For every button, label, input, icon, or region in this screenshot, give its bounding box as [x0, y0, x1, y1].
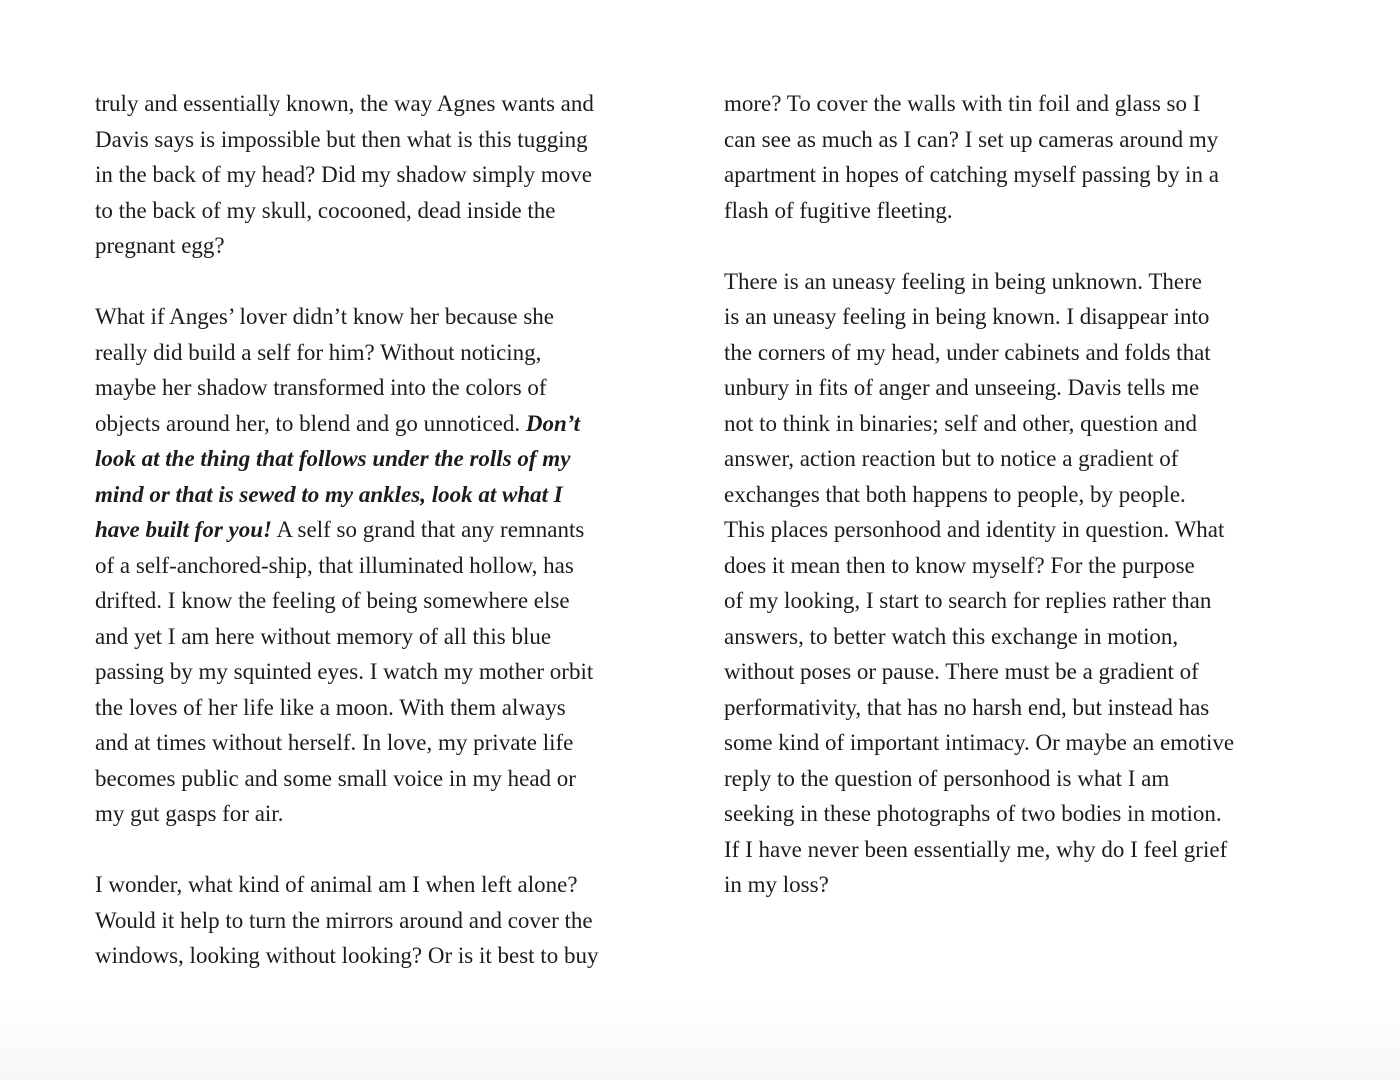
- emphasized-text: have built for you!: [95, 517, 272, 542]
- text-line: the corners of my head, under cabinets and folds that: [724, 339, 1211, 365]
- paragraph-gap: [95, 832, 655, 868]
- text-line-mixed: [95, 512, 655, 548]
- text-line: I wonder, what kind of animal am I when left alone?: [95, 872, 578, 897]
- text-line: passing by my squinted eyes. I watch my mother orbit: [95, 659, 594, 684]
- text-line: There is an uneasy feeling in being unknown. There: [724, 268, 1202, 294]
- text-line: This places personhood and identity in question. What: [724, 517, 1225, 542]
- text-line: seeking in these photographs of two bodies in motion.: [724, 801, 1222, 826]
- text-line: performativity, that has no harsh end, but instead has: [724, 694, 1210, 720]
- text-line: really did build a self for him? Without noticing,: [95, 339, 542, 365]
- text-line: not to think in binaries; self and other, question and: [724, 410, 1198, 436]
- text-line: exchanges that both happens to people, by people.: [724, 481, 1186, 507]
- left-column: [95, 86, 655, 974]
- text-line: pregnant egg?: [95, 233, 225, 258]
- text-line: in the back of my head? Did my shadow simply move: [95, 162, 592, 187]
- text-line: If I have never been essentially me, why do I feel grief: [724, 836, 1228, 862]
- text-line: and yet I am here without memory of all this blue: [95, 623, 552, 649]
- text-line: of my looking, I start to search for replies rather than: [724, 588, 1212, 613]
- text-line: becomes public and some small voice in my head or: [95, 765, 576, 791]
- text-line: to the back of my skull, cocooned, dead inside the: [95, 197, 556, 223]
- text-line: What if Anges’ lover didn’t know her because she: [95, 304, 555, 329]
- text-line: reply to the question of personhood is what I am: [724, 765, 1170, 791]
- text-line: flash of fugitive fleeting.: [724, 197, 953, 223]
- text-line: answer, action reaction but to notice a gradient of: [724, 446, 1179, 471]
- text-line: and at times without herself. In love, my private life: [95, 730, 574, 755]
- text-line: unbury in fits of anger and unseeing. Davis tells me: [724, 375, 1200, 400]
- text-line: in my loss?: [724, 872, 829, 897]
- text-line: Would it help to turn the mirrors around and cover the: [95, 907, 593, 933]
- text-line: maybe her shadow transformed into the colors of: [95, 375, 547, 400]
- text-line: does it mean then to know myself? For the purpose: [724, 552, 1195, 578]
- text-run: objects around her, to blend and go unnoticed.: [95, 410, 526, 436]
- emphasized-text: Don’t: [525, 410, 580, 436]
- text-line: of a self-anchored-ship, that illuminated hollow, has: [95, 552, 574, 578]
- text-line: some kind of important intimacy. Or maybe an emotive: [724, 730, 1235, 755]
- text-line: truly and essentially known, the way Agnes wants and: [95, 91, 594, 116]
- text-line: windows, looking without looking? Or is it best to buy: [95, 943, 599, 968]
- text-line: apartment in hopes of catching myself passing by in a: [724, 162, 1220, 187]
- text-line: Davis says is impossible but then what is this tugging: [95, 126, 588, 152]
- text-line: the loves of her life like a moon. With them always: [95, 694, 566, 720]
- text-line: more? To cover the walls with tin foil and glass so I: [724, 91, 1201, 116]
- text-run: A self so grand that any remnants: [271, 517, 585, 542]
- text-line: is an uneasy feeling in being known. I disappear into: [724, 304, 1210, 329]
- text-line-mixed: [95, 406, 655, 442]
- text-line: drifted. I know the feeling of being somewhere else: [95, 588, 570, 613]
- text-line: answers, to better watch this exchange in motion,: [724, 623, 1179, 649]
- paragraph-gap: [724, 228, 1304, 264]
- text-line: can see as much as I can? I set up cameras around my: [724, 126, 1219, 152]
- emphasized-text-line: mind or that is sewed to my ankles, look at what I: [95, 481, 563, 507]
- emphasized-text-line: look at the thing that follows under the rolls of my: [95, 446, 571, 471]
- right-column: [724, 86, 1304, 903]
- text-line: without poses or pause. There must be a gradient of: [724, 659, 1199, 684]
- paragraph-gap: [95, 264, 655, 300]
- text-line: my gut gasps for air.: [95, 801, 284, 826]
